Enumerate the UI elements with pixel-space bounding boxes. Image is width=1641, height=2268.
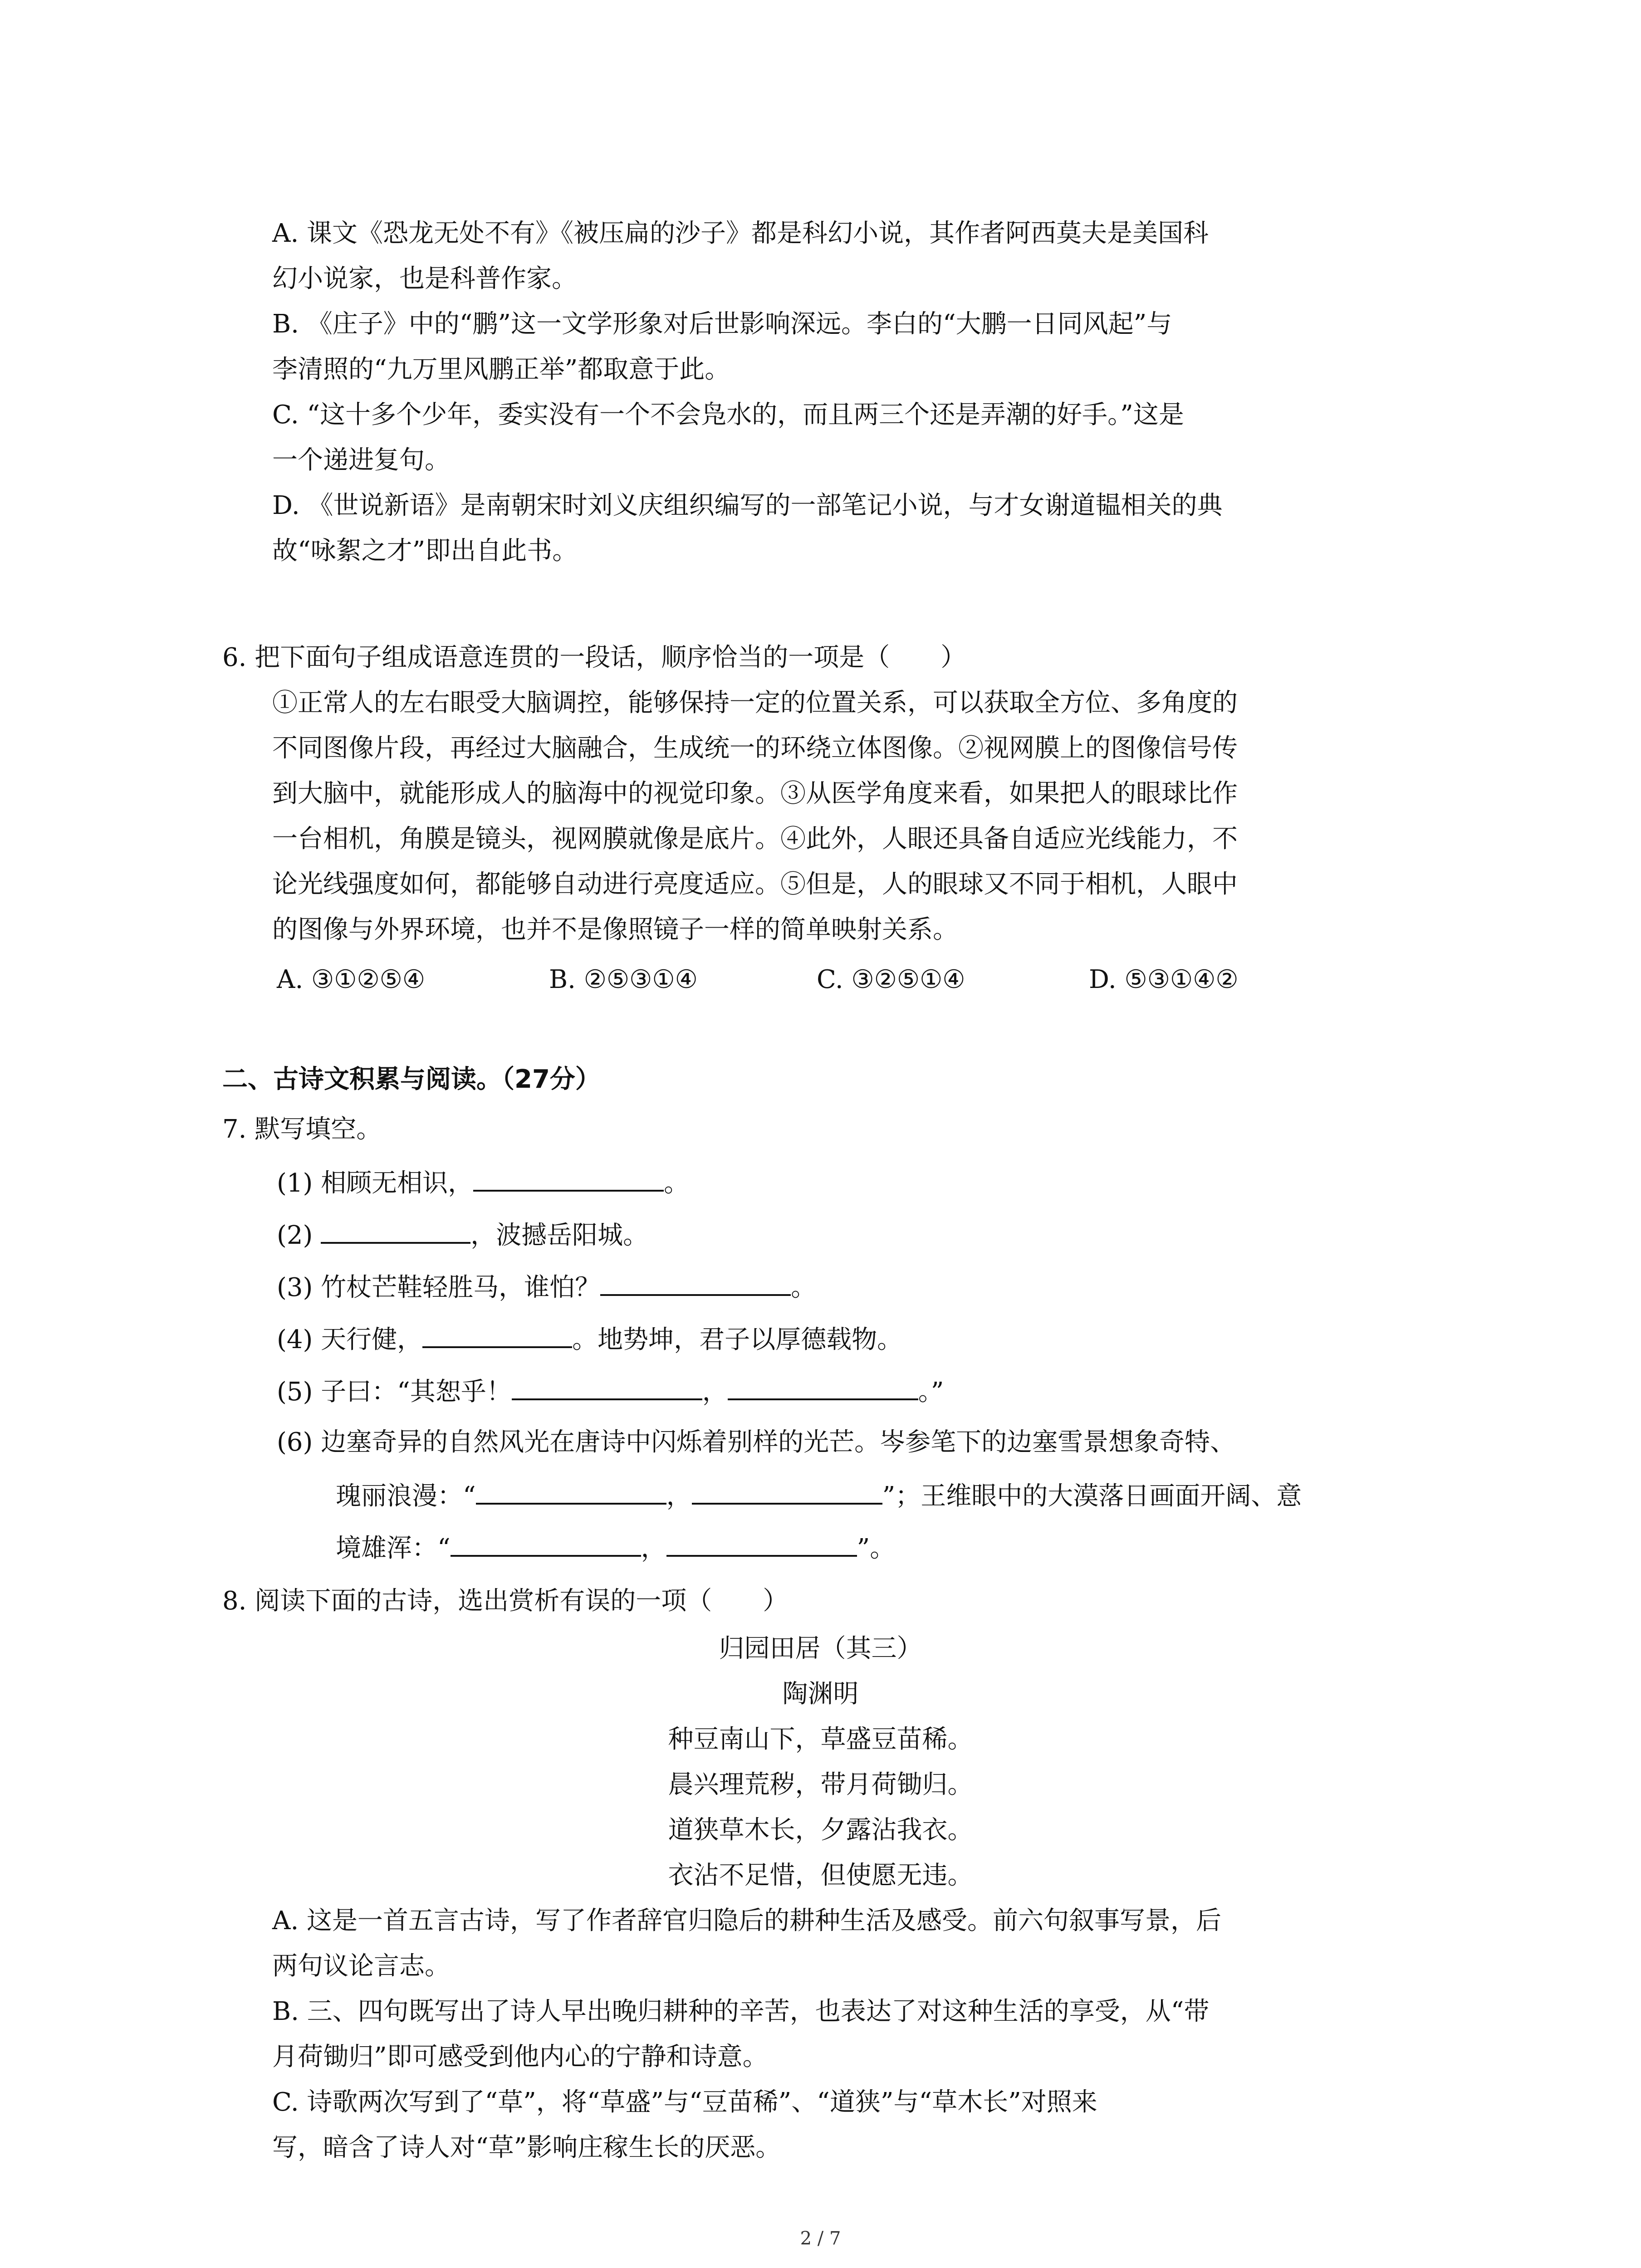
q7-item-5-blank-2[interactable]	[728, 1372, 918, 1400]
q7-item-4	[277, 1320, 902, 1358]
q7-item-6-blank-1[interactable]	[476, 1476, 666, 1505]
q7-item-1-blank[interactable]	[473, 1163, 664, 1192]
poem-line-3: 道狭草木长，夕露沾我衣。	[668, 1815, 973, 1845]
q7-item-6-blank-4[interactable]	[666, 1529, 857, 1557]
q5-option-a-line2: 幻小说家，也是科普作家。	[272, 264, 577, 293]
poem-line-1: 种豆南山下，草盛豆苗稀。	[668, 1725, 973, 1754]
q7-item-5-separator: ，	[702, 1377, 728, 1407]
q7-stem: 7. 默写填空。	[222, 1114, 382, 1144]
q7-item-1-number: (1)	[277, 1168, 313, 1198]
q8-option-b-line2: 月荷锄归”即可感受到他内心的宁静和诗意。	[272, 2042, 768, 2072]
q7-item-6-line3-prefix: 境雄浑：“	[336, 1534, 451, 1563]
q7-item-1-suffix: 。	[664, 1168, 690, 1198]
q6-passage-line6: 的图像与外界环境，也并不是像照镜子一样的简单映射关系。	[272, 915, 958, 944]
q6-passage-line3: 到大脑中，就能形成人的脑海中的视觉印象。③从医学角度来看，如果把人的眼球比作	[272, 779, 1238, 808]
q5-option-d-line2: 故“咏絮之才”即出自此书。	[272, 536, 578, 566]
q8-option-a-line1: A. 这是一首五言古诗，写了作者辞官归隐后的耕种生活及感受。前六句叙事写景，后	[272, 1906, 1222, 1936]
q7-item-1-prefix: 相顾无相识，	[321, 1168, 474, 1198]
q6-option-a: A. ③①②⑤④	[277, 965, 426, 994]
q6-stem: 6. 把下面句子组成语意连贯的一段话，顺序恰当的一项是（ ）	[222, 643, 966, 672]
q6-passage-line4: 一台相机，角膜是镜头，视网膜就像是底片。④此外，人眼还具备自适应光线能力，不	[272, 824, 1238, 854]
q7-item-6-line1	[277, 1424, 1235, 1461]
q7-item-3-prefix: 竹杖芒鞋轻胜马，谁怕？	[321, 1273, 601, 1302]
q7-item-3	[277, 1268, 816, 1306]
q7-item-6-number: (6)	[277, 1427, 313, 1457]
q7-item-6-line2	[336, 1476, 1302, 1515]
q5-option-b-line2: 李清照的“九万里风鹏正举”都取意于此。	[272, 355, 730, 384]
q7-item-6-line2-separator: ，	[666, 1481, 692, 1511]
q8-option-b-line1: B. 三、四句既写出了诗人早出晚归耕种的辛苦，也表达了对这种生活的享受，从“带	[272, 1997, 1210, 2026]
q7-item-5-prefix: 子曰：“其恕乎！	[321, 1377, 512, 1407]
q7-item-2-number: (2)	[277, 1221, 313, 1250]
q6-option-d: D. ⑤③①④②	[1089, 965, 1239, 994]
section2-title: 二、古诗文积累与阅读。（27分）	[222, 1065, 601, 1094]
q7-item-5	[277, 1372, 944, 1410]
q5-option-b-line1: B. 《庄子》中的“鹏”这一文学形象对后世影响深远。李白的“大鹏一日同风起”与	[272, 309, 1172, 339]
poem-line-4: 衣沾不足惜，但使愿无违。	[668, 1861, 973, 1890]
q5-option-c-line1: C. “这十多个少年，委实没有一个不会凫水的，而且两三个还是弄潮的好手。”这是	[272, 400, 1184, 430]
q6-option-b: B. ②⑤③①④	[549, 965, 698, 994]
q6-passage-line2: 不同图像片段，再经过大脑融合，生成统一的环绕立体图像。②视网膜上的图像信号传	[272, 733, 1238, 763]
q7-item-2-suffix: ，波撼岳阳城。	[470, 1221, 649, 1250]
q7-item-3-blank[interactable]	[600, 1268, 791, 1296]
q7-item-1	[277, 1163, 689, 1202]
q8-option-c-line2: 写，暗含了诗人对“草”影响庄稼生长的厌恶。	[272, 2133, 781, 2162]
q7-item-3-suffix: 。	[791, 1273, 817, 1302]
q7-item-6-line3-suffix: ”。	[857, 1534, 896, 1563]
q5-option-c-line2: 一个递进复句。	[272, 445, 450, 475]
q7-item-4-prefix: 天行健，	[321, 1325, 423, 1354]
q7-item-6-blank-3[interactable]	[451, 1529, 641, 1557]
q8-option-a-line2: 两句议论言志。	[272, 1951, 450, 1981]
q7-item-3-number: (3)	[277, 1273, 313, 1302]
q7-item-6-line2-prefix: 瑰丽浪漫：“	[336, 1481, 476, 1511]
q8-option-c-line1: C. 诗歌两次写到了“草”，将“草盛”与“豆苗稀”、“道狭”与“草木长”对照来	[272, 2087, 1097, 2117]
q7-item-2	[277, 1216, 648, 1254]
q7-item-6-text: 边塞奇异的自然风光在唐诗中闪烁着别样的光芒。岑参笔下的边塞雪景想象奇特、	[321, 1427, 1236, 1457]
q7-item-5-blank-1[interactable]	[512, 1372, 702, 1400]
q8-stem: 8. 阅读下面的古诗，选出赏析有误的一项（ ）	[222, 1586, 789, 1616]
poem-line-2: 晨兴理荒秽，带月荷锄归。	[668, 1770, 973, 1799]
q6-option-c: C. ③②⑤①④	[817, 965, 965, 994]
poem-author: 陶渊明	[782, 1679, 859, 1709]
q7-item-4-blank[interactable]	[422, 1320, 572, 1348]
q6-passage-line1: ①正常人的左右眼受大脑调控，能够保持一定的位置关系，可以获取全方位、多角度的	[272, 688, 1238, 718]
q7-item-6-line3	[336, 1529, 895, 1567]
q6-passage-line5: 论光线强度如何，都能够自动进行亮度适应。⑤但是，人的眼球又不同于相机，人眼中	[272, 870, 1238, 899]
q7-item-6-line2-suffix: ”；王维眼中的大漠落日画面开阔、意	[882, 1481, 1302, 1511]
q5-option-d-line1: D. 《世说新语》是南朝宋时刘义庆组织编写的一部笔记小说，与才女谢道韫相关的典	[272, 491, 1223, 520]
q7-item-5-number: (5)	[277, 1377, 313, 1407]
q7-item-6-line3-separator: ，	[641, 1534, 666, 1563]
q5-option-a-line1: A. 课文《恐龙无处不有》《被压扁的沙子》都是科幻小说，其作者阿西莫夫是美国科	[272, 219, 1209, 248]
q7-item-5-suffix: 。”	[918, 1377, 944, 1407]
q7-item-4-number: (4)	[277, 1325, 313, 1354]
page-number: 2 / 7	[800, 2228, 841, 2249]
q7-item-2-blank[interactable]	[321, 1216, 470, 1244]
poem-title: 归园田居（其三）	[719, 1634, 922, 1663]
q7-item-4-suffix: 。地势坤，君子以厚德载物。	[572, 1325, 903, 1354]
q7-item-6-blank-2[interactable]	[692, 1476, 882, 1505]
